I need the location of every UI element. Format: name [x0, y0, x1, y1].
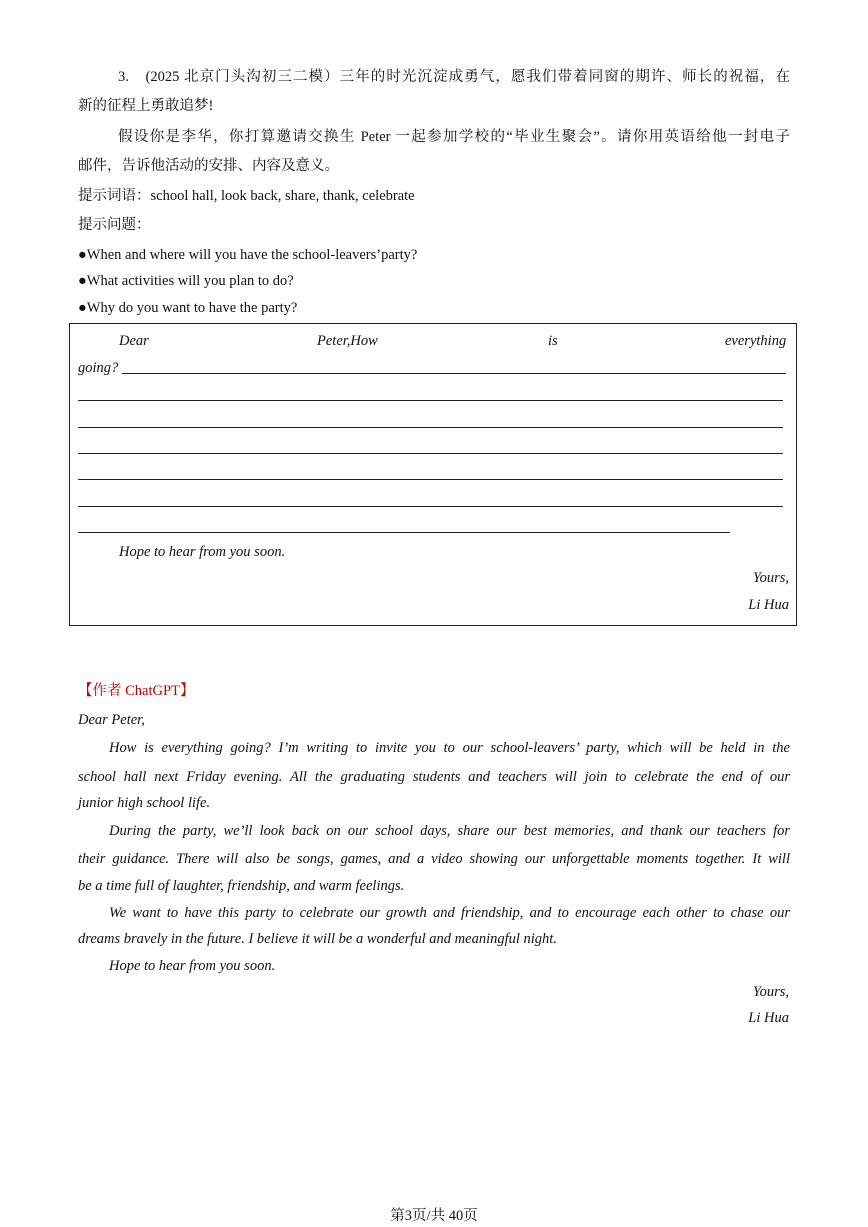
answer-closing: Hope to hear from you soon.	[109, 958, 276, 974]
writing-line-6	[78, 506, 783, 507]
writing-dear-word-3: is	[548, 333, 558, 349]
writing-closing: Hope to hear from you soon.	[119, 544, 286, 560]
answer-greeting: Dear Peter,	[78, 712, 145, 728]
answer-yours: Yours,	[752, 984, 789, 1000]
writing-line-7	[78, 532, 730, 533]
writing-yours: Yours,	[752, 570, 789, 586]
page-number: 第3页/共 40页	[390, 1208, 478, 1224]
writing-box	[69, 323, 797, 626]
hint-words: 提示词语：school hall, look back, share, thank, celebrate	[78, 188, 415, 204]
answer-para2-line1: During the party, we’ll look back on our school days, share our best memories, and thank our teachers for	[109, 823, 790, 839]
writing-going: going?	[78, 360, 119, 376]
answer-para1-line3: junior high school life.	[78, 795, 211, 811]
hint-bullet-1: ●When and where will you have the school-leavers’party?	[78, 247, 418, 263]
answer-para3-line1: We want to have this party to celebrate our growth and friendship, and to encourage each other to chase our	[109, 905, 790, 921]
answer-para2-line2: their guidance. There will also be songs, games, and a video showing our unforgettable moments together. It will	[78, 851, 790, 867]
answer-para3-line2: dreams bravely in the future. I believe it will be a wonderful and meaningful night.	[78, 931, 557, 947]
writing-dear-word-4: everything	[725, 333, 787, 349]
writing-dear-word-1: Dear	[119, 333, 149, 349]
writing-line-3	[78, 427, 783, 428]
writing-line-2	[78, 400, 783, 401]
answer-para1-line2: school hall next Friday evening. All the graduating students and teachers will join to celebrate the end of our	[78, 769, 790, 785]
prompt-line-2: 邮件，告诉他活动的安排、内容及意义。	[78, 158, 339, 174]
hint-bullet-2: ●What activities will you plan to do?	[78, 273, 294, 289]
question-line-1: 3. (2025 北京门头沟初三二模）三年的时光沉淀成勇气，愿我们带着同窗的期许、师长的祝福，在	[118, 69, 790, 85]
answer-para2-line3: be a time full of laughter, friendship, and warm feelings.	[78, 878, 405, 894]
hint-questions-label: 提示问题：	[78, 217, 151, 233]
question-line-2: 新的征程上勇敢追梦!	[78, 98, 214, 114]
answer-para1-line1: How is everything going? I’m writing to invite you to our school-leavers’ party, which will be held in the	[109, 740, 790, 756]
prompt-line-1: 假设你是李华，你打算邀请交换生 Peter 一起参加学校的“毕业生聚会”。请你用英语给他一封电子	[118, 129, 790, 145]
hint-bullet-3: ●Why do you want to have the party?	[78, 300, 298, 316]
author-tag: 【作者 ChatGPT】	[78, 683, 195, 699]
writing-name: Li Hua	[748, 597, 789, 613]
answer-name: Li Hua	[748, 1010, 789, 1026]
writing-line-4	[78, 453, 783, 454]
writing-line-1	[122, 373, 786, 374]
writing-dear-word-2: Peter,How	[317, 333, 378, 349]
writing-line-5	[78, 479, 783, 480]
